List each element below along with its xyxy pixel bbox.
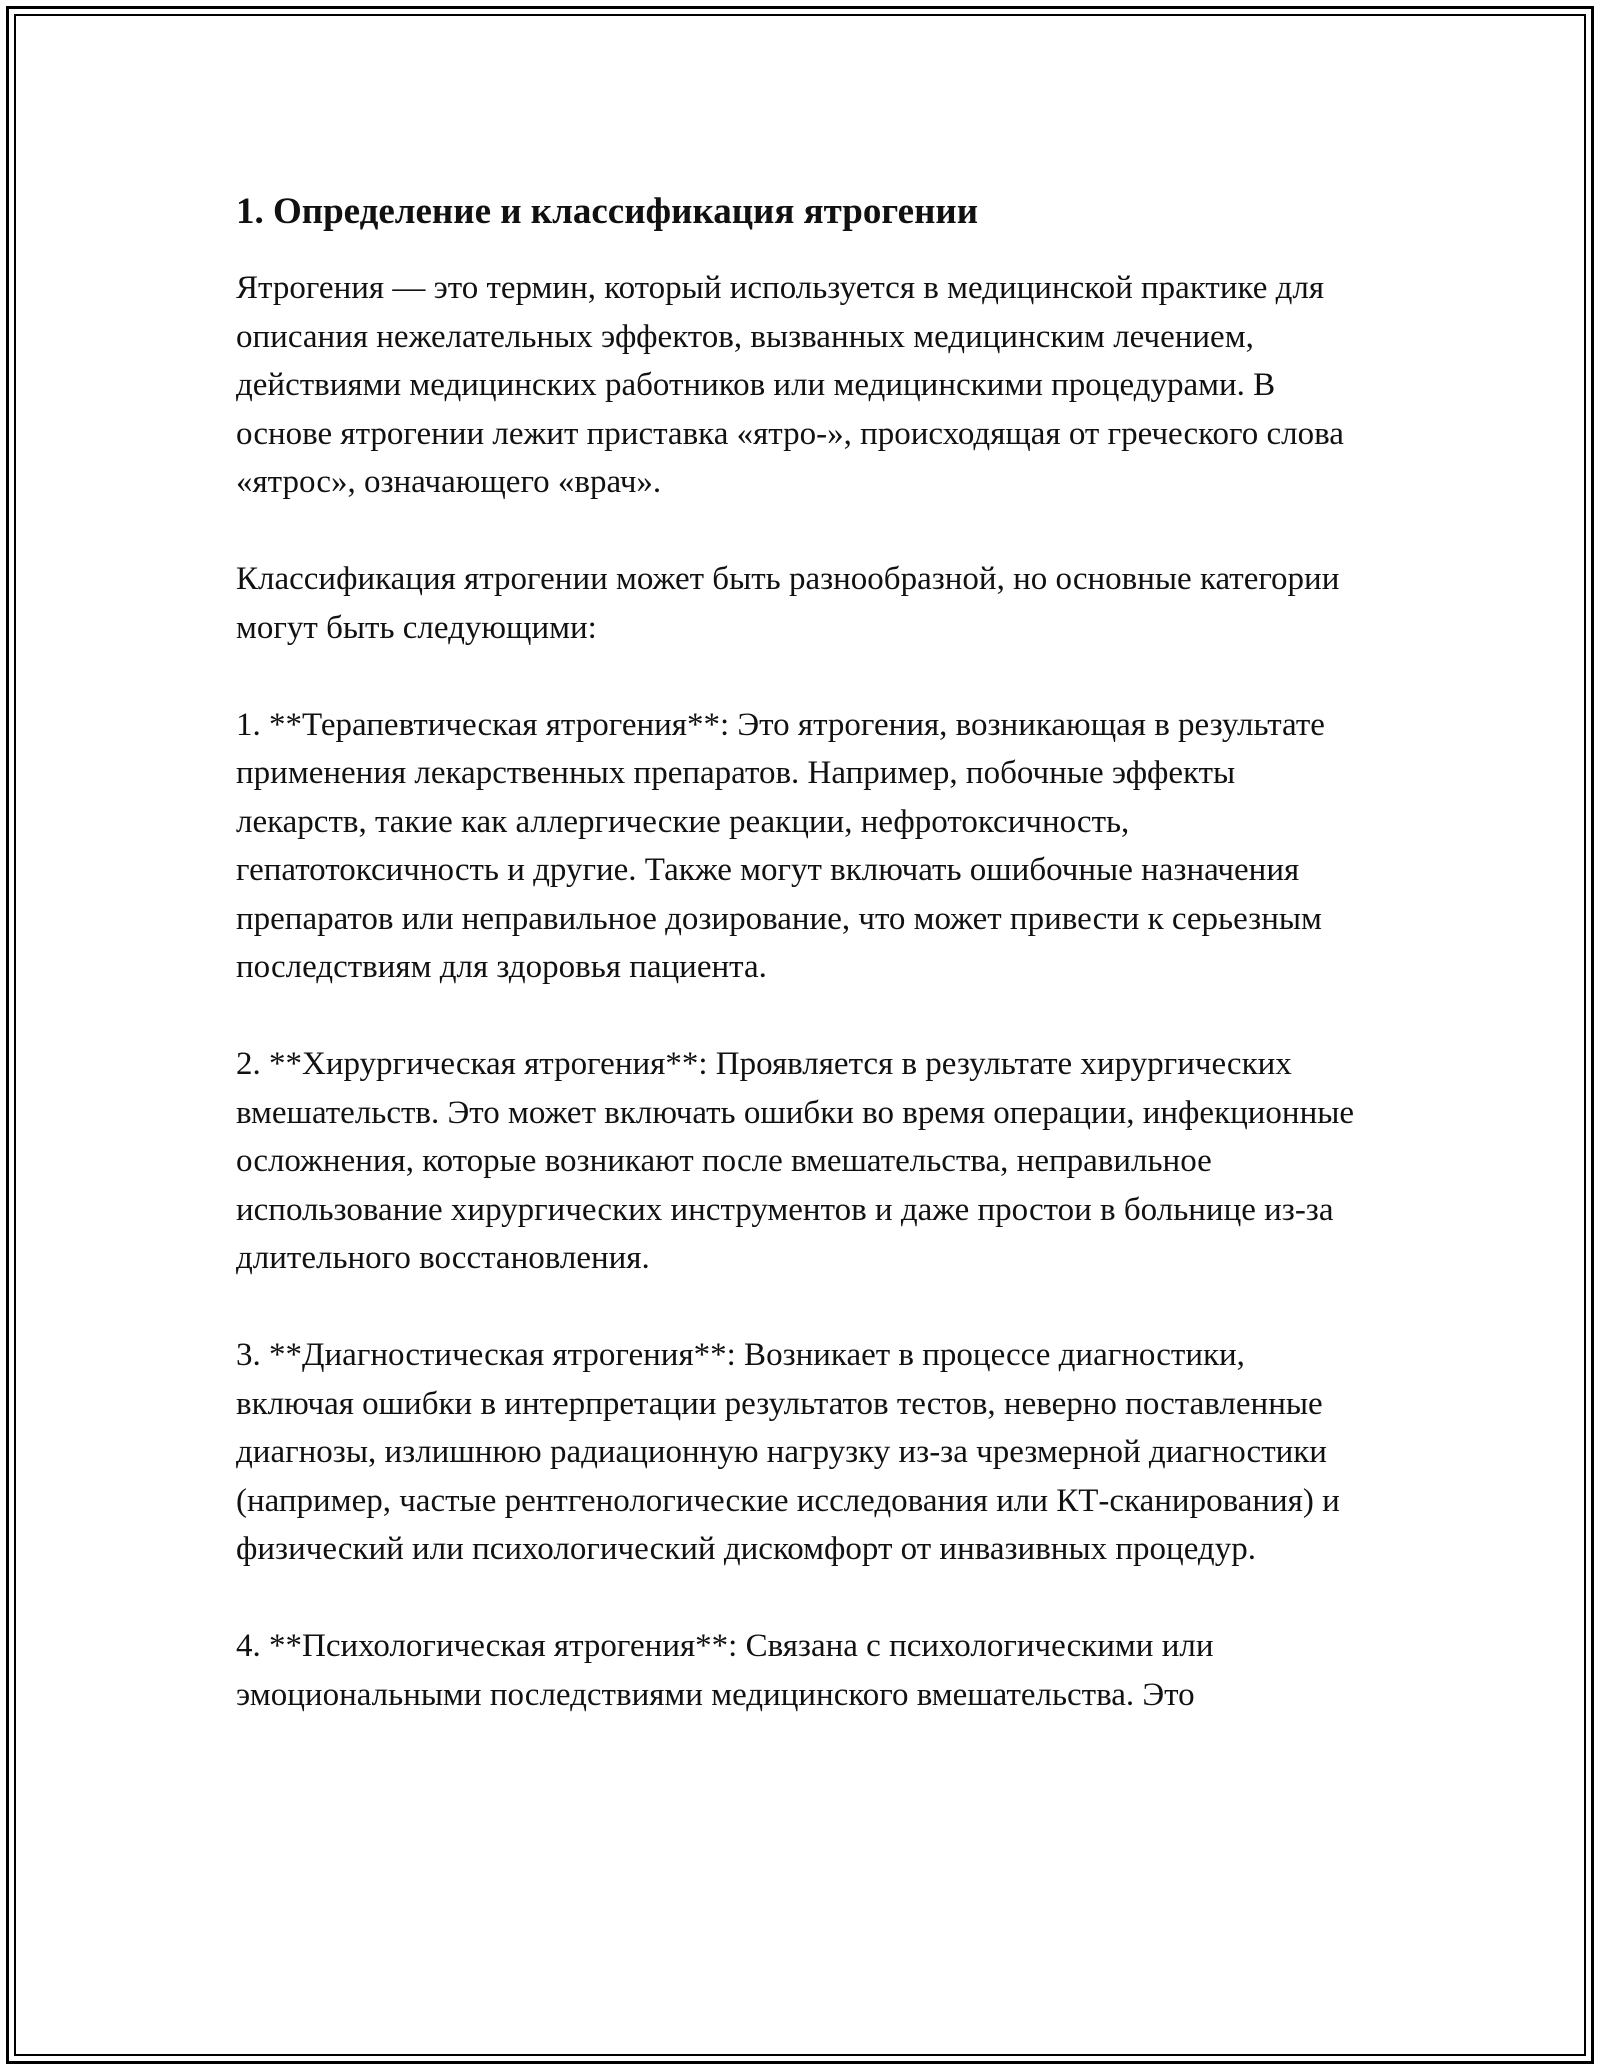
- paragraph-diagnostic: 3. **Диагностическая ятрогения**: Возникает в процессе диагностики, включая ошибки в интерпретации результатов тестов, неверно поставленные диагнозы, излишнюю радиационную нагрузку из-за чрезмерной диагностики (например, частые рентгенологические исследования или КТ-сканирования) и физический или психологический дискомфорт от инвазивных процедур.: [236, 1337, 1340, 1567]
- section-title: 1. Определение и классификация ятрогении: [236, 191, 979, 232]
- paragraph-psychological: 4. **Психологическая ятрогения**: Связана с психологическими или эмоциональными последствиями медицинского вмешательства. Это: [236, 1628, 1214, 1713]
- paragraph-therapeutic: 1. **Терапевтическая ятрогения**: Это ятрогения, возникающая в результате применения лекарственных препаратов. Например, побочные эффекты лекарств, такие как аллергические реакции, нефротоксичность, гепатотоксичность и другие. Также могут включать ошибочные назначения препаратов или неправильное дозирование, что может привести к серьезным последствиям для здоровья пациента.: [236, 706, 1325, 985]
- document-body: [236, 188, 1366, 1768]
- paragraph-definition: Ятрогения — это термин, который используется в медицинской практике для описания нежелательных эффектов, вызванных медицинским лечением, действиями медицинских работников или медицинскими процедурами. В основе ятрогении лежит приставка «ятро-», происходящая от греческого слова «ятрос», означающего «врач».: [236, 270, 1344, 500]
- paragraph-classification-intro: Классификация ятрогении может быть разнообразной, но основные категории могут быть следующими:: [236, 561, 1340, 646]
- paragraph-surgical: 2. **Хирургическая ятрогения**: Проявляется в результате хирургических вмешательств. Это может включать ошибки во время операции, инфекционные осложнения, которые возникают после вмешательства, неправильное использование хирургических инструментов и даже простои в больнице из-за длительного восстановления.: [236, 1046, 1355, 1276]
